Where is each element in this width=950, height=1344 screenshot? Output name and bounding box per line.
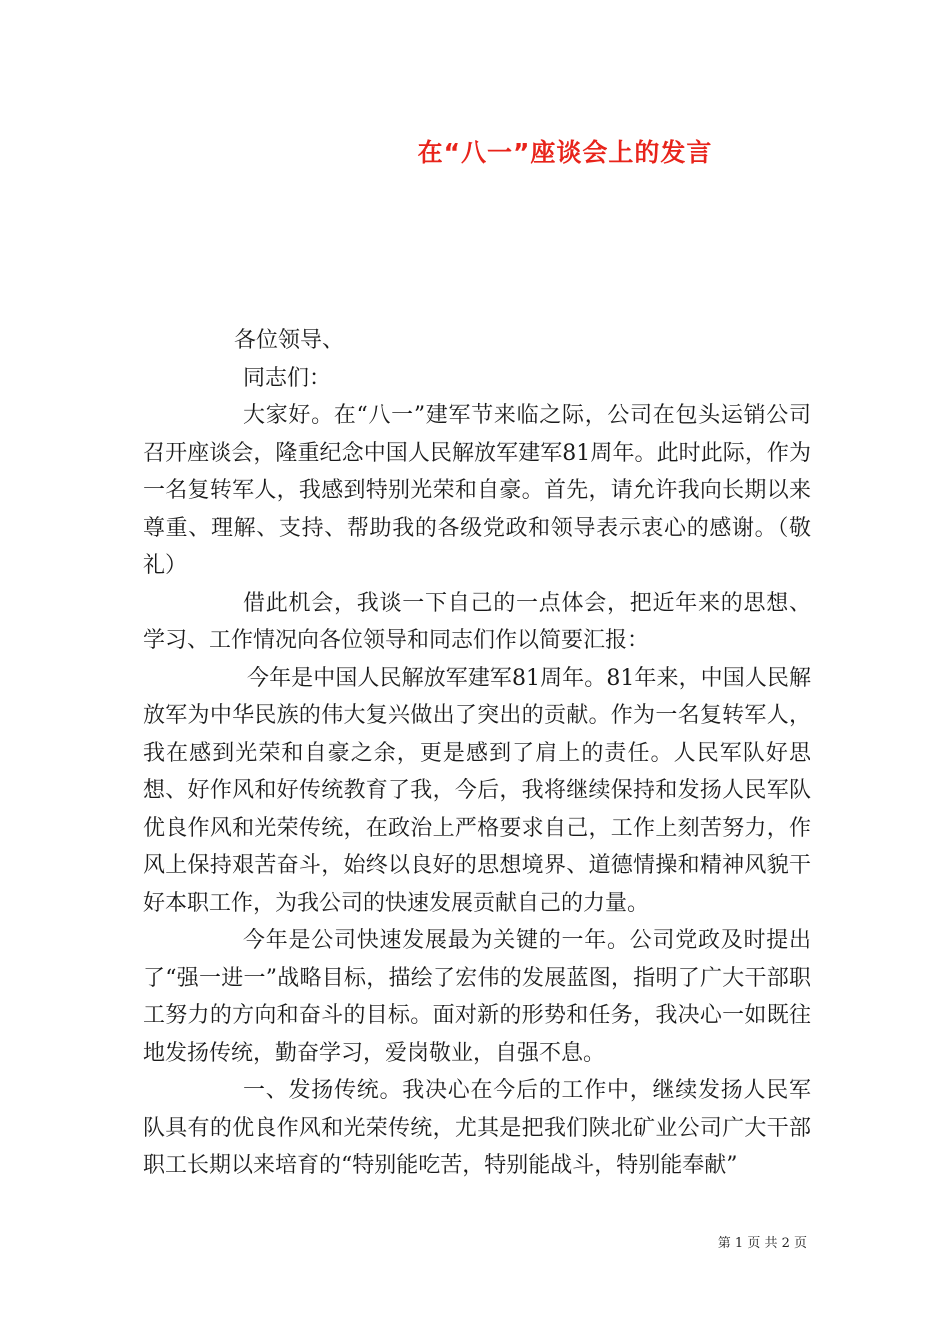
paragraph-report-intro: 借此机会，我谈一下自己的一点体会，把近年来的思想、学习、工作情况向各位领导和同志们作以简要汇报： [143,590,811,653]
document-body [143,322,811,1185]
paragraph-anniversary: 今年是中国人民解放军建军81周年。81年来，中国人民解放军为中华民族的伟大复兴做出了突出的贡献。作为一名复转军人，我在感到光荣和自豪之余，更是感到了肩上的责任。人民军队好思想、好作风和好传统教育了我，今后，我将继续保持和发扬人民军队优良作风和光荣传统，在政治上严格要求自己，工作上刻苦努力，作风上保持艰苦奋斗，始终以良好的思想境界、道德情操和精神风貌干好本职工作，为我公司的快速发展贡献自己的力量。 [143,665,811,916]
paragraph-company-goals: 今年是公司快速发展最为关键的一年。公司党政及时提出了“强一进一”战略目标，描绘了宏伟的发展蓝图，指明了广大干部职工努力的方向和奋斗的目标。面对新的形势和任务，我决心一如既往地发扬传统，勤奋学习，爱岗敬业，自强不息。 [143,928,811,1066]
salutation-line-1: 各位领导、 [234,328,345,353]
document-title: 在“八一”座谈会上的发言 [417,138,713,167]
paragraph-greeting: 大家好。在“八一”建军节来临之际，公司在包头运销公司召开座谈会，隆重纪念中国人民解放军建军81周年。此时此际，作为一名复转军人，我感到特别光荣和自豪。首先，请允许我向长期以来尊重、理解、支持、帮助我的各级党政和领导表示衷心的感谢。（敬礼） [143,403,811,578]
page-indicator: 第 1 页 共 2 页 [717,1236,807,1251]
salutation-line-2: 同志们： [243,365,332,391]
paragraph-tradition: 一、发扬传统。我决心在今后的工作中，继续发扬人民军队具有的优良作风和光荣传统，尤其是把我们陕北矿业公司广大干部职工长期以来培育的“特别能吃苦，特别能战斗，特别能奉献” [143,1078,811,1178]
